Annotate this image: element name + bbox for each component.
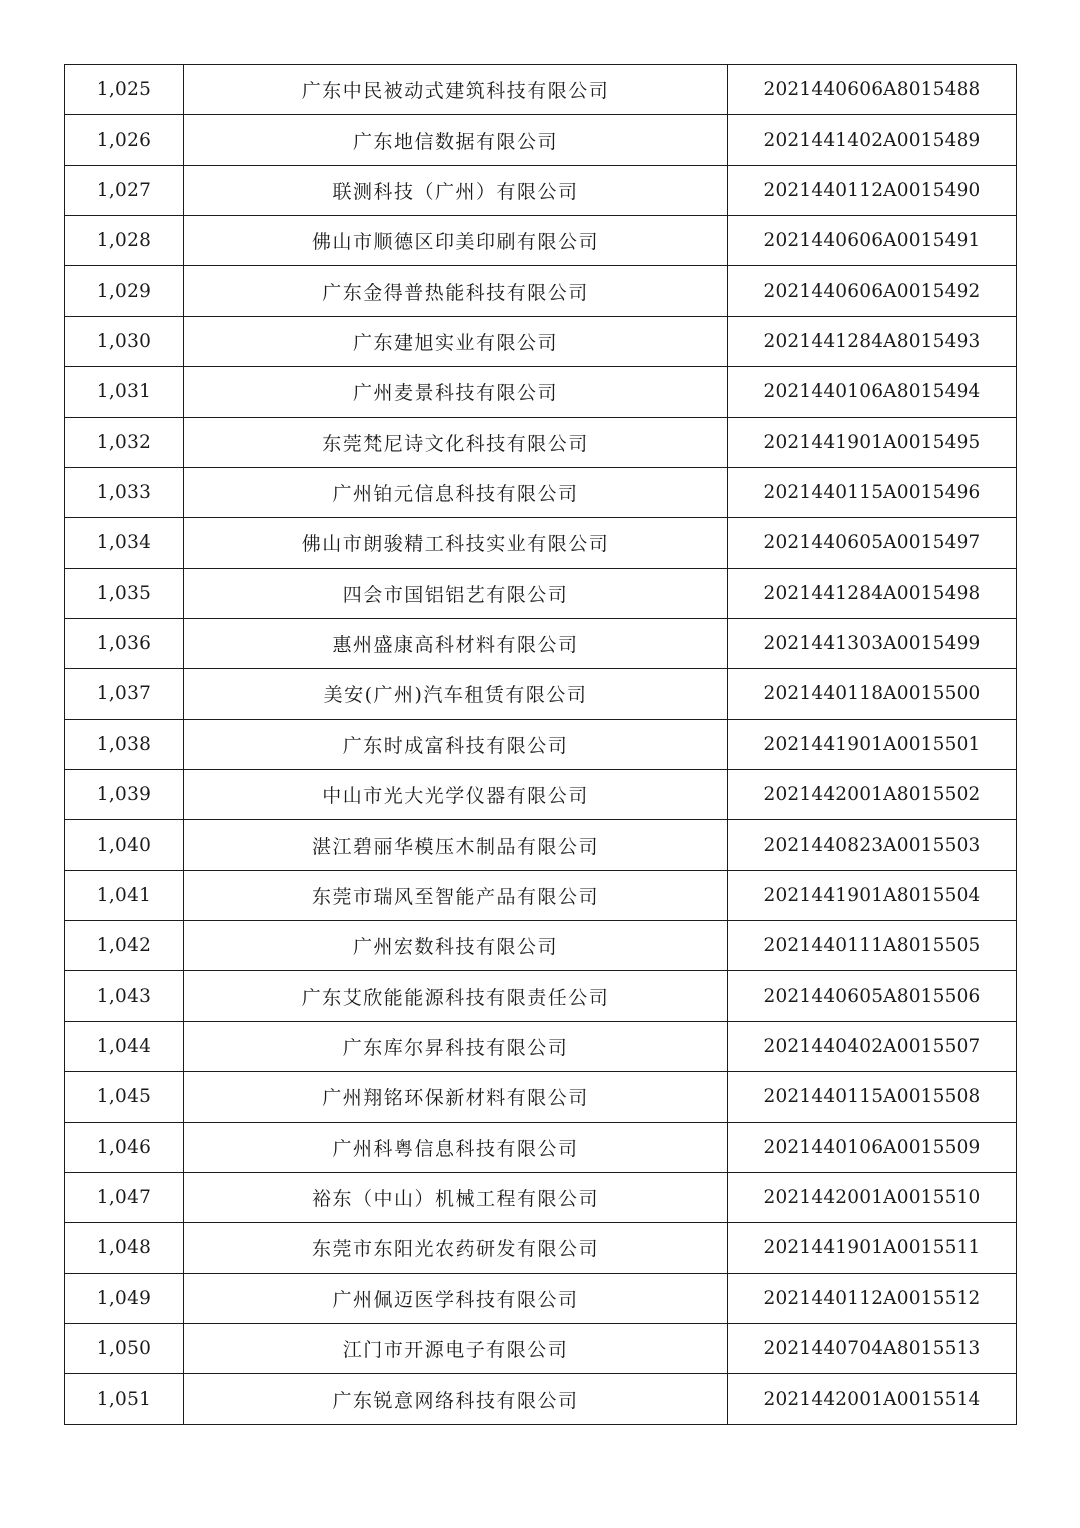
registration-code-cell: 2021441901A0015495	[728, 417, 1017, 467]
table-row	[65, 216, 1017, 266]
company-name-cell: 东莞梵尼诗文化科技有限公司	[184, 417, 728, 467]
row-number-cell: 1,046	[65, 1122, 184, 1172]
row-number-cell: 1,039	[65, 770, 184, 820]
registration-code-cell: 2021440115A0015508	[728, 1072, 1017, 1122]
registration-code-cell: 2021440704A8015513	[728, 1323, 1017, 1373]
row-number-cell: 1,032	[65, 417, 184, 467]
table-row	[65, 820, 1017, 870]
company-name-cell: 广东库尔昇科技有限公司	[184, 1021, 728, 1071]
registration-code-cell: 2021441303A0015499	[728, 618, 1017, 668]
registration-code-cell: 2021441901A8015504	[728, 870, 1017, 920]
row-number-cell: 1,051	[65, 1374, 184, 1424]
table-row	[65, 115, 1017, 165]
registration-code-cell: 2021441901A0015501	[728, 719, 1017, 769]
company-name-cell: 广州翔铭环保新材料有限公司	[184, 1072, 728, 1122]
registration-code-cell: 2021441901A0015511	[728, 1223, 1017, 1273]
row-number-cell: 1,027	[65, 165, 184, 215]
table-row	[65, 870, 1017, 920]
row-number-cell: 1,045	[65, 1072, 184, 1122]
table-row	[65, 618, 1017, 668]
table-row	[65, 1323, 1017, 1373]
company-name-cell: 广东建旭实业有限公司	[184, 316, 728, 366]
table-row	[65, 65, 1017, 115]
company-name-cell: 广东艾欣能能源科技有限责任公司	[184, 971, 728, 1021]
registration-code-cell: 2021442001A0015514	[728, 1374, 1017, 1424]
row-number-cell: 1,049	[65, 1273, 184, 1323]
company-name-cell: 东莞市东阳光农药研发有限公司	[184, 1223, 728, 1273]
registration-code-cell: 2021440606A0015492	[728, 266, 1017, 316]
company-name-cell: 广州麦景科技有限公司	[184, 367, 728, 417]
row-number-cell: 1,043	[65, 971, 184, 1021]
company-name-cell: 惠州盛康高科材料有限公司	[184, 618, 728, 668]
table-row	[65, 669, 1017, 719]
table-row	[65, 971, 1017, 1021]
registration-code-cell: 2021440112A0015490	[728, 165, 1017, 215]
table-row	[65, 1021, 1017, 1071]
row-number-cell: 1,026	[65, 115, 184, 165]
row-number-cell: 1,040	[65, 820, 184, 870]
company-name-cell: 联测科技（广州）有限公司	[184, 165, 728, 215]
company-name-cell: 广州铂元信息科技有限公司	[184, 467, 728, 517]
table-row	[65, 367, 1017, 417]
table-row	[65, 1223, 1017, 1273]
table-row	[65, 417, 1017, 467]
registration-code-cell: 2021440106A0015509	[728, 1122, 1017, 1172]
registration-code-cell: 2021440606A0015491	[728, 216, 1017, 266]
company-name-cell: 广东金得普热能科技有限公司	[184, 266, 728, 316]
row-number-cell: 1,048	[65, 1223, 184, 1273]
table-row	[65, 518, 1017, 568]
company-name-cell: 广州科粤信息科技有限公司	[184, 1122, 728, 1172]
company-name-cell: 东莞市瑞风至智能产品有限公司	[184, 870, 728, 920]
row-number-cell: 1,042	[65, 921, 184, 971]
table-row	[65, 467, 1017, 517]
registration-code-cell: 2021442001A0015510	[728, 1172, 1017, 1222]
registration-code-cell: 2021442001A8015502	[728, 770, 1017, 820]
company-name-cell: 广州宏数科技有限公司	[184, 921, 728, 971]
company-name-cell: 佛山市顺德区印美印刷有限公司	[184, 216, 728, 266]
company-list-table	[64, 64, 1017, 1425]
table-row	[65, 266, 1017, 316]
table-row	[65, 921, 1017, 971]
row-number-cell: 1,029	[65, 266, 184, 316]
company-name-cell: 广东锐意网络科技有限公司	[184, 1374, 728, 1424]
table-row	[65, 770, 1017, 820]
row-number-cell: 1,041	[65, 870, 184, 920]
company-name-cell: 广州佩迈医学科技有限公司	[184, 1273, 728, 1323]
table-row	[65, 1172, 1017, 1222]
company-name-cell: 四会市国铝铝艺有限公司	[184, 568, 728, 618]
table-row	[65, 1374, 1017, 1424]
row-number-cell: 1,050	[65, 1323, 184, 1373]
table-row	[65, 719, 1017, 769]
registration-code-cell: 2021440605A0015497	[728, 518, 1017, 568]
registration-code-cell: 2021440118A0015500	[728, 669, 1017, 719]
table-row	[65, 1273, 1017, 1323]
row-number-cell: 1,036	[65, 618, 184, 668]
row-number-cell: 1,030	[65, 316, 184, 366]
row-number-cell: 1,025	[65, 65, 184, 115]
row-number-cell: 1,047	[65, 1172, 184, 1222]
registration-code-cell: 2021440106A8015494	[728, 367, 1017, 417]
company-name-cell: 中山市光大光学仪器有限公司	[184, 770, 728, 820]
company-name-cell: 美安(广州)汽车租赁有限公司	[184, 669, 728, 719]
registration-code-cell: 2021441284A0015498	[728, 568, 1017, 618]
registration-code-cell: 2021440823A0015503	[728, 820, 1017, 870]
row-number-cell: 1,035	[65, 568, 184, 618]
row-number-cell: 1,037	[65, 669, 184, 719]
company-name-cell: 裕东（中山）机械工程有限公司	[184, 1172, 728, 1222]
table-row	[65, 1072, 1017, 1122]
company-name-cell: 江门市开源电子有限公司	[184, 1323, 728, 1373]
row-number-cell: 1,033	[65, 467, 184, 517]
registration-code-cell: 2021440112A0015512	[728, 1273, 1017, 1323]
company-name-cell: 湛江碧丽华模压木制品有限公司	[184, 820, 728, 870]
registration-code-cell: 2021440402A0015507	[728, 1021, 1017, 1071]
row-number-cell: 1,034	[65, 518, 184, 568]
registration-code-cell: 2021441284A8015493	[728, 316, 1017, 366]
company-name-cell: 广东地信数据有限公司	[184, 115, 728, 165]
registration-code-cell: 2021440115A0015496	[728, 467, 1017, 517]
company-name-cell: 佛山市朗骏精工科技实业有限公司	[184, 518, 728, 568]
registration-code-cell: 2021441402A0015489	[728, 115, 1017, 165]
registration-code-cell: 2021440606A8015488	[728, 65, 1017, 115]
registration-code-cell: 2021440605A8015506	[728, 971, 1017, 1021]
company-name-cell: 广东中民被动式建筑科技有限公司	[184, 65, 728, 115]
registration-code-cell: 2021440111A8015505	[728, 921, 1017, 971]
row-number-cell: 1,028	[65, 216, 184, 266]
row-number-cell: 1,038	[65, 719, 184, 769]
table-body	[65, 65, 1017, 1425]
row-number-cell: 1,031	[65, 367, 184, 417]
table-row	[65, 568, 1017, 618]
company-name-cell: 广东时成富科技有限公司	[184, 719, 728, 769]
table-row	[65, 165, 1017, 215]
row-number-cell: 1,044	[65, 1021, 184, 1071]
table-row	[65, 316, 1017, 366]
table-row	[65, 1122, 1017, 1172]
